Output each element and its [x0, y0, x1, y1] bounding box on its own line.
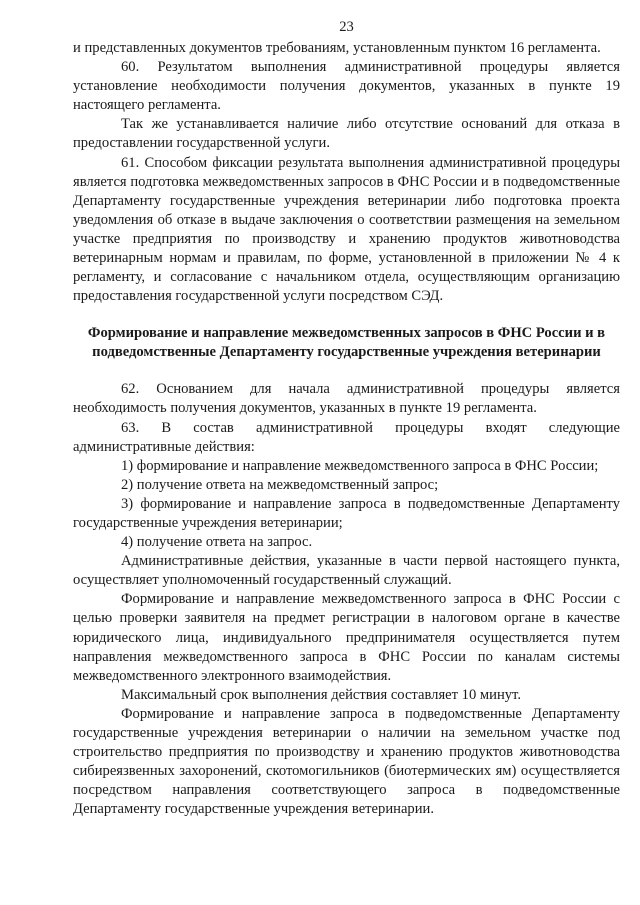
- paragraph-actions-performer: Административные действия, указанные в части первой настоящего пункта, осуществляет уполномоченный государственный служащий.: [73, 553, 620, 589]
- paragraph-63: 63. В состав административной процедуры входят следующие административные действия:: [73, 419, 620, 455]
- paragraph-60: 60. Результатом выполнения административной процедуры является установление необходимости получения документов, указанных в пункте 19 настоящего регламента.: [73, 59, 620, 114]
- page-number: 23: [339, 19, 354, 35]
- list-item-3: 3) формирование и направление запроса в подведомственные Департаменту государственные учреждения ветеринарии;: [73, 495, 620, 531]
- section-heading: Формирование и направление межведомственных запросов в ФНС России и в подведомственные Департаменту государственные учреждения ветеринарии: [87, 325, 606, 361]
- paragraph-62: 62. Основанием для начала административной процедуры является необходимость получения документов, указанных в пункте 19 регламента.: [73, 381, 620, 417]
- list-item-2: 2) получение ответа на межведомственный запрос;: [121, 476, 439, 493]
- paragraph-max-time: Максимальный срок выполнения действия составляет 10 минут.: [121, 686, 521, 703]
- paragraph-continuation: и представленных документов требованиям, установленным пунктом 16 регламента.: [73, 40, 601, 56]
- list-item-1: 1) формирование и направление межведомственного запроса в ФНС России;: [121, 457, 599, 474]
- paragraph-vet-request: Формирование и направление запроса в подведомственные Департаменту государственные учреждения ветеринарии о наличии на земельном участке под строительство предприятия по производству и хранению продуктов животноводства сибиреязвенных захоронений, скотомогильников (биотермических ям) осуществляется посредством направления соответствующего запроса в подведомственные Департаменту государственные учреждения ветеринарии.: [73, 705, 620, 818]
- paragraph-fns-request: Формирование и направление межведомственного запроса в ФНС России с целью проверки заявителя на предмет регистрации в налоговом органе в качестве юридического лица, индивидуального предпринимателя осуществляется путем направления межведомственного запроса в ФНС России по каналам системы межведомственного электронного взаимодействия.: [73, 591, 620, 684]
- list-item-4: 4) получение ответа на запрос.: [121, 534, 313, 551]
- paragraph-refusal-grounds: Так же устанавливается наличие либо отсутствие оснований для отказа в предоставлении государственной услуги.: [73, 116, 620, 152]
- paragraph-61: 61. Способом фиксации результата выполнения административной процедуры является подготовка межведомственных запросов в ФНС России и в подведомственные Департаменту государственные учреждения ветеринарии либо подготовка проекта уведомления об отказе в выдаче заключения о соответствии размещения на земельном участке предприятия по производству и хранению продуктов животноводства ветеринарным нормам и правилам, по форме, установленной в приложении № 4 к регламенту, и согласование с начальником отдела, осуществляющим организацию предоставления государственной услуги посредством СЭД.: [73, 154, 620, 305]
